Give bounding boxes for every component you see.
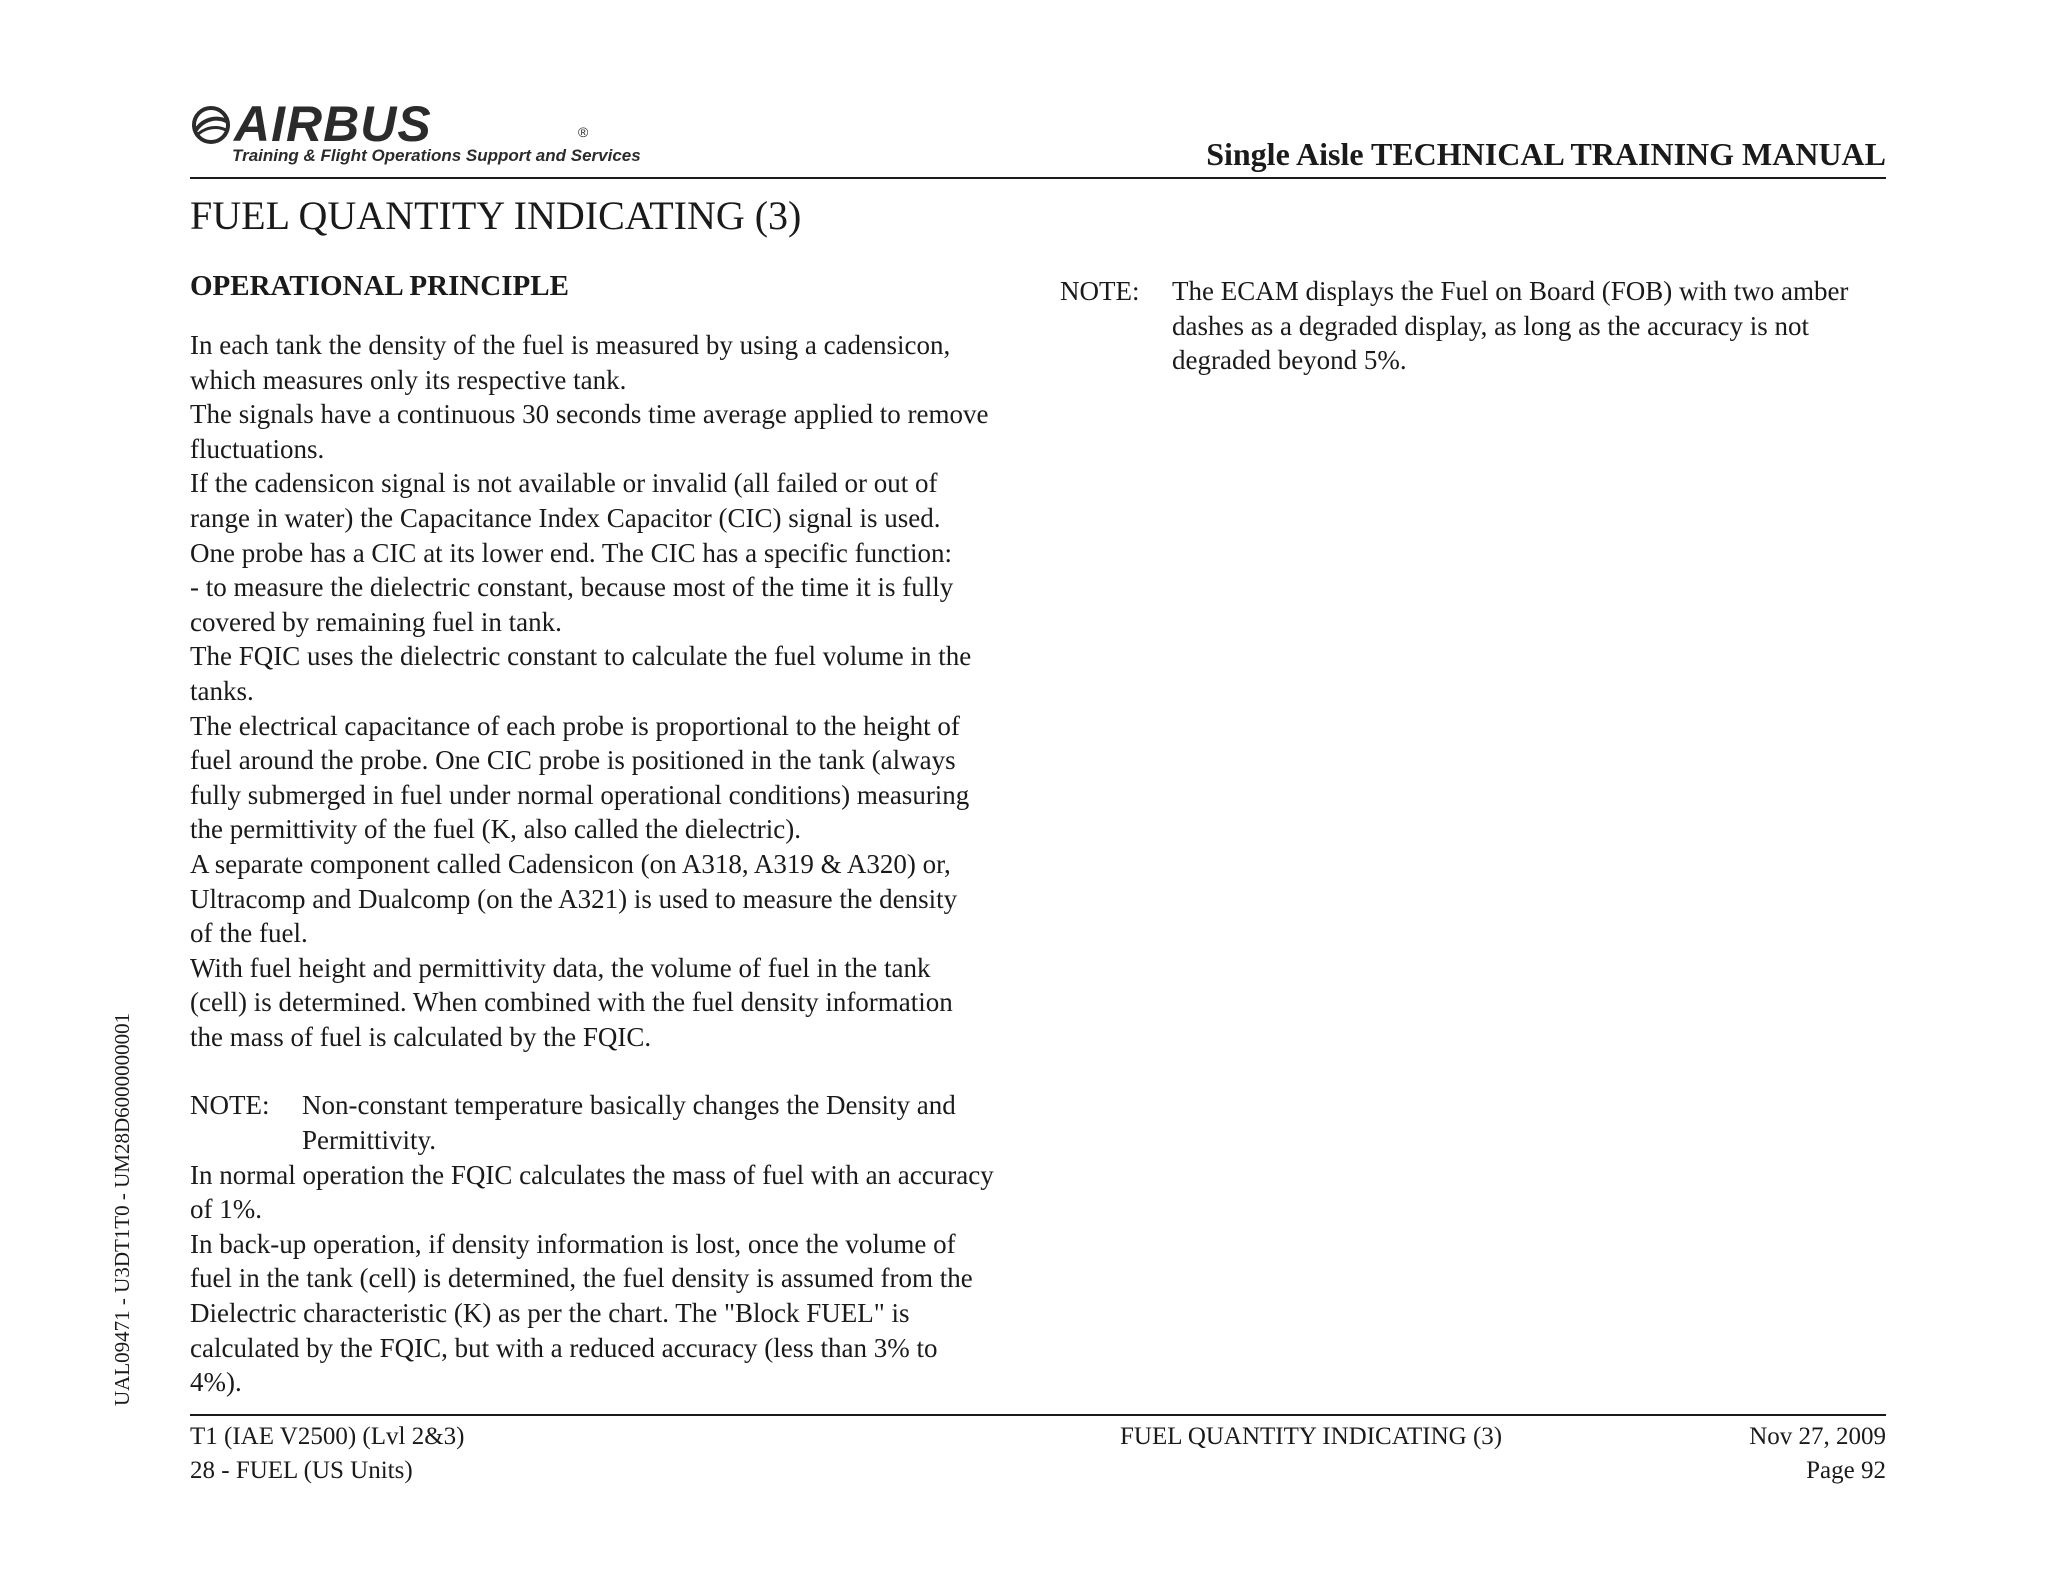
note-line: The ECAM displays the Fuel on Board (FOB) with two amber xyxy=(1172,276,1849,306)
note-label: NOTE: xyxy=(1060,276,1140,306)
footer-aircraft: T1 (IAE V2500) (Lvl 2&3) xyxy=(190,1423,465,1450)
body-text-continued xyxy=(190,1158,1020,1400)
text-line: The signals have a continuous 30 seconds time average applied to remove xyxy=(190,399,989,430)
text-line: calculated by the FQIC, but with a reduced accuracy (less than 3% to xyxy=(190,1332,938,1363)
document-code: UAL09471 - U3DT1T0 - UM28D6000000001 xyxy=(110,1012,134,1406)
text-line: fuel in the tank (cell) is determined, the fuel density is assumed from the xyxy=(190,1263,973,1294)
note-block xyxy=(190,1088,1020,1157)
text-line: of the fuel. xyxy=(190,918,308,949)
note-line: Permittivity. xyxy=(302,1125,436,1156)
text-line: covered by remaining fuel in tank. xyxy=(190,606,562,637)
footer-rule xyxy=(190,1414,1886,1416)
note-block xyxy=(1060,274,1900,378)
text-line: of 1%. xyxy=(190,1194,262,1225)
manual-title: Single Aisle TECHNICAL TRAINING MANUAL xyxy=(1206,136,1886,172)
header-rule xyxy=(190,177,1886,179)
text-line: In back-up operation, if density information is lost, once the volume of xyxy=(190,1228,956,1259)
text-line: The FQIC uses the dielectric constant to calculate the fuel volume in the xyxy=(190,641,972,672)
text-line: which measures only its respective tank. xyxy=(190,364,627,395)
note-line: dashes as a degraded display, as long as the accuracy is not xyxy=(1172,310,1810,341)
note-line: degraded beyond 5%. xyxy=(1172,345,1407,376)
note-text xyxy=(302,1088,1020,1157)
logo-tagline: Training & Flight Operations Support and Services xyxy=(232,146,641,165)
text-line: range in water) the Capacitance Index Capacitor (CIC) signal is used. xyxy=(190,502,941,533)
section-heading: OPERATIONAL PRINCIPLE xyxy=(190,270,569,302)
text-line: fluctuations. xyxy=(190,433,325,464)
text-line: The electrical capacitance of each probe is proportional to the height of xyxy=(190,710,960,741)
logo-registered-mark: ® xyxy=(578,124,589,140)
footer-left xyxy=(190,1420,465,1488)
text-line: In each tank the density of the fuel is measured by using a cadensicon, xyxy=(190,330,951,360)
text-line: Ultracomp and Dualcomp (on the A321) is used to measure the density xyxy=(190,883,958,914)
text-line: In normal operation the FQIC calculates the mass of fuel with an accuracy xyxy=(190,1159,994,1190)
footer-right xyxy=(1749,1420,1886,1488)
airbus-swirl-icon xyxy=(190,104,232,146)
text-line: With fuel height and permittivity data, the volume of fuel in the tank xyxy=(190,952,931,983)
text-line: One probe has a CIC at its lower end. The CIC has a specific function: xyxy=(190,537,953,568)
left-column xyxy=(190,266,1020,1400)
text-line: fully submerged in fuel under normal operational conditions) measuring xyxy=(190,779,970,810)
note-text xyxy=(1172,274,1900,378)
text-line: the permittivity of the fuel (K, also called the dielectric). xyxy=(190,814,802,845)
body-text xyxy=(190,328,1020,1054)
note-label: NOTE: xyxy=(190,1090,270,1121)
text-line: - to measure the dielectric constant, because most of the time it is fully xyxy=(190,572,954,603)
footer-page-number: Page 92 xyxy=(1806,1457,1886,1484)
page-title: FUEL QUANTITY INDICATING (3) xyxy=(190,193,802,238)
text-line: Dielectric characteristic (K) as per the chart. The "Block FUEL" is xyxy=(190,1298,910,1329)
text-line: 4%). xyxy=(190,1367,242,1398)
text-line: the mass of fuel is calculated by the FQIC. xyxy=(190,1021,652,1052)
right-column xyxy=(1060,274,1900,378)
airbus-logo xyxy=(190,96,660,170)
logo-wordmark: AIRBUS xyxy=(234,96,432,152)
text-line: A separate component called Cadensicon (on A318, A319 & A320) or, xyxy=(190,848,951,879)
footer-date: Nov 27, 2009 xyxy=(1749,1423,1886,1450)
footer-center: FUEL QUANTITY INDICATING (3) xyxy=(1120,1423,1503,1450)
text-line: fuel around the probe. One CIC probe is positioned in the tank (always xyxy=(190,745,956,776)
text-line: (cell) is determined. When combined with the fuel density information xyxy=(190,987,953,1018)
text-line: tanks. xyxy=(190,675,254,706)
note-line: Non-constant temperature basically changes the Density and xyxy=(302,1090,956,1121)
text-line: If the cadensicon signal is not available or invalid (all failed or out of xyxy=(190,468,938,499)
footer-chapter: 28 - FUEL (US Units) xyxy=(190,1457,413,1484)
